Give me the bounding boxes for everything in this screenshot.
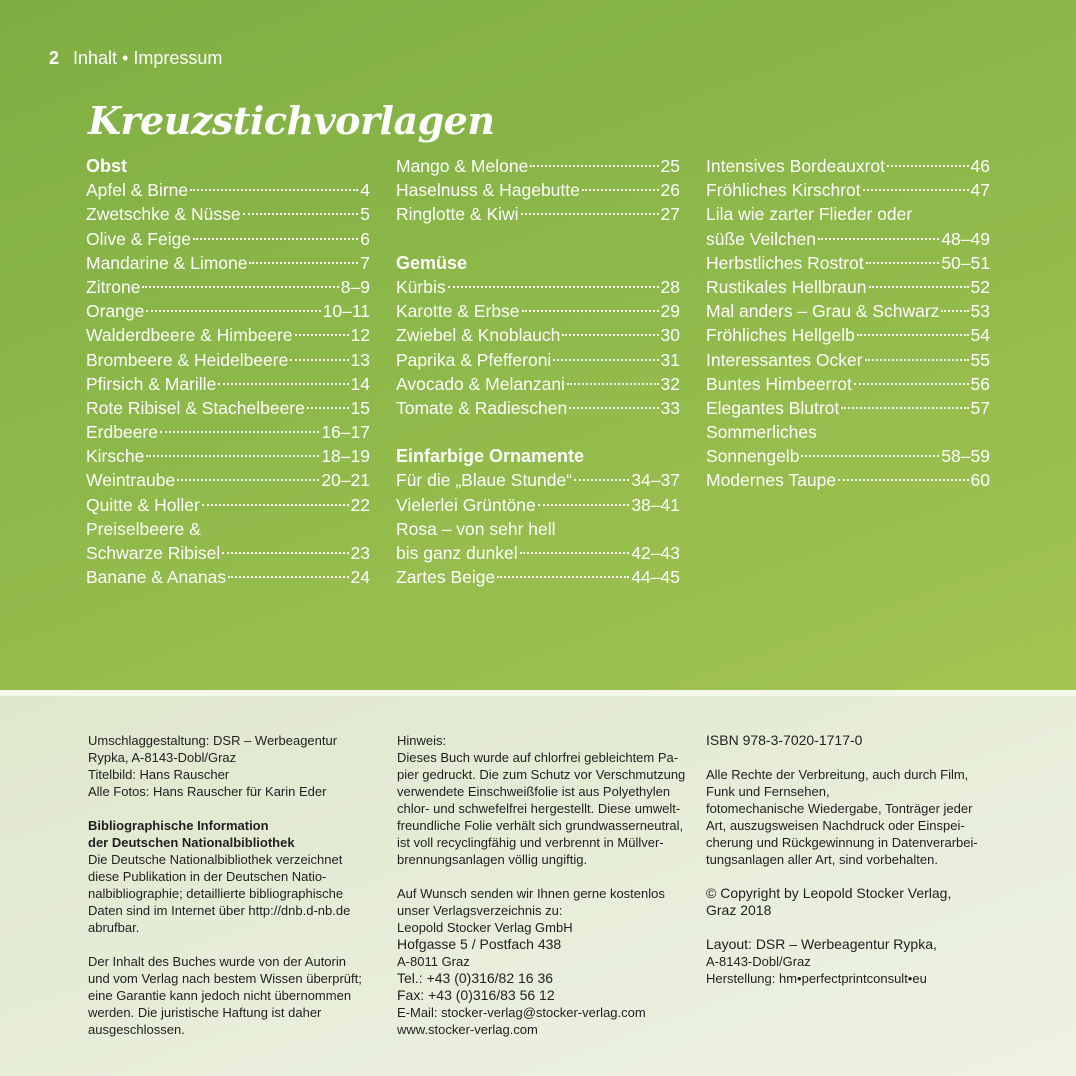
toc-entry xyxy=(396,299,680,323)
toc-entry-label: Fröhliches Hellgelb xyxy=(706,325,855,346)
imprint-line: Der Inhalt des Buches wurde von der Autorin xyxy=(88,954,346,969)
toc-entry-label: Ringlotte & Kiwi xyxy=(396,204,519,225)
dot-leader xyxy=(941,310,968,312)
toc-page-number: 46 xyxy=(970,156,990,176)
dot-leader xyxy=(160,431,319,433)
toc-entry-label: süße Veilchen xyxy=(706,228,816,249)
toc-page-number: 42–43 xyxy=(631,543,680,563)
dot-leader xyxy=(818,238,939,240)
toc-entry-label: Avocado & Melanzani xyxy=(396,373,565,394)
imprint-line: © Copyright by Leopold Stocker Verlag, xyxy=(706,885,952,901)
toc-entry-label: Zwetschke & Nüsse xyxy=(86,204,241,225)
imprint-line: verwendete Einschweißfolie ist aus Polyethylen xyxy=(397,784,671,799)
toc-page-number: 18–19 xyxy=(321,446,370,467)
toc-page-number: 55 xyxy=(970,349,990,370)
page-header xyxy=(49,48,222,69)
dot-leader xyxy=(569,407,658,409)
dot-leader xyxy=(146,310,320,312)
dot-leader xyxy=(838,479,968,481)
toc-entry xyxy=(706,348,990,372)
toc-page-number: 4 xyxy=(360,180,370,201)
dot-leader xyxy=(521,213,659,215)
dot-leader xyxy=(854,383,969,385)
toc-page-number: 57 xyxy=(970,397,990,418)
dot-leader xyxy=(218,383,348,385)
toc-entry xyxy=(396,348,680,372)
toc-page-number: 38–41 xyxy=(631,494,680,515)
toc-entry-label: Apfel & Birne xyxy=(86,180,189,201)
imprint-line: ISBN 978-3-7020-1717-0 xyxy=(706,732,863,748)
imprint-line: A-8143-Dobl/Graz xyxy=(706,954,811,969)
imprint-column-3 xyxy=(706,732,996,987)
toc-entry-label: Vielerlei Grüntöne xyxy=(396,494,536,515)
imprint-line: A-8011 Graz xyxy=(397,954,470,969)
imprint-line: Hofgasse 5 / Postfach 438 xyxy=(397,936,562,952)
imprint-panel xyxy=(0,696,1076,1076)
toc-entry-label: Buntes Himbeerrot xyxy=(706,373,852,394)
imprint-spacer xyxy=(88,800,378,817)
toc-entry-label: Olive & Feige xyxy=(86,228,192,249)
toc-entry xyxy=(706,444,990,468)
toc-entry xyxy=(86,348,370,372)
toc-entry xyxy=(706,227,990,251)
toc-entry xyxy=(396,565,680,589)
toc-page-number: 29 xyxy=(660,301,680,322)
toc-entry-label: Mango & Melone xyxy=(396,156,529,176)
toc-entry xyxy=(396,541,680,565)
imprint-heading: der Deutschen Nationalbibliothek xyxy=(88,835,295,850)
dot-leader xyxy=(801,455,939,457)
toc-entry xyxy=(86,493,370,517)
toc-entry-line: Preiselbeere & xyxy=(86,518,201,539)
toc-column-2 xyxy=(396,154,680,589)
toc-entry-line: Rosa – von sehr hell xyxy=(396,518,556,539)
toc-entry xyxy=(706,275,990,299)
toc-entry xyxy=(396,323,680,347)
toc-entry-label: Kürbis xyxy=(396,276,446,297)
toc-page-number: 23 xyxy=(350,543,370,563)
imprint-spacer xyxy=(706,749,996,766)
imprint-line: ausgeschlossen. xyxy=(88,1022,185,1037)
toc-page-number: 16–17 xyxy=(321,422,370,443)
imprint-line: www.stocker-verlag.com xyxy=(397,1022,538,1037)
toc-entry xyxy=(86,372,370,396)
toc-entry-label: Pfirsich & Marille xyxy=(86,373,217,394)
toc-page-number: 32 xyxy=(660,373,680,394)
imprint-line: nalbibliographie; detaillierte bibliographische xyxy=(88,886,344,901)
imprint-line: unser Verlagsverzeichnis zu: xyxy=(397,903,563,918)
toc-entry xyxy=(706,299,990,323)
imprint-line: Layout: DSR – Werbeagentur Rypka, xyxy=(706,936,937,952)
toc-entry-label: Rote Ribisel & Stachelbeere xyxy=(86,397,305,418)
dot-leader xyxy=(202,504,349,506)
toc-entry-label: Walderdbeere & Himbeere xyxy=(86,325,293,346)
imprint-line: Funk und Fernsehen, xyxy=(706,784,830,799)
toc-entry-label: Paprika & Pfefferoni xyxy=(396,349,552,370)
dot-leader xyxy=(222,552,348,554)
toc-page-number: 47 xyxy=(970,180,990,201)
dot-leader xyxy=(574,479,629,481)
toc-page-number: 6 xyxy=(360,228,370,249)
toc-entry xyxy=(86,227,370,251)
toc-page-number: 7 xyxy=(360,252,370,273)
toc-spacer xyxy=(396,420,680,444)
imprint-line: Titelbild: Hans Rauscher xyxy=(88,767,230,782)
dot-leader xyxy=(193,238,358,240)
toc-entry xyxy=(86,420,370,444)
toc-entry xyxy=(86,468,370,492)
imprint-line: eine Garantie kann jedoch nicht übernommen xyxy=(88,988,352,1003)
toc-entry xyxy=(706,372,990,396)
imprint-line: diese Publikation in der Deutschen Natio- xyxy=(88,869,327,884)
dot-leader xyxy=(522,310,659,312)
toc-entry-label: Fröhliches Kirschrot xyxy=(706,180,861,201)
toc-entry xyxy=(86,565,370,589)
toc-page-number: 25 xyxy=(660,156,680,176)
imprint-line: pier gedruckt. Die zum Schutz vor Verschmutzung xyxy=(397,767,686,782)
toc-entry xyxy=(396,468,680,492)
toc-entry xyxy=(86,275,370,299)
toc-page-number: 33 xyxy=(660,397,680,418)
toc-entry-label: Tomate & Radieschen xyxy=(396,397,568,418)
toc-entry xyxy=(396,372,680,396)
toc-entry-label: Karotte & Erbse xyxy=(396,301,520,322)
dot-leader xyxy=(863,189,969,191)
imprint-line: und vom Verlag nach bestem Wissen überprüft; xyxy=(88,971,362,986)
toc-entry-label: Kirsche xyxy=(86,446,145,467)
toc-entry xyxy=(706,178,990,202)
dot-leader xyxy=(448,286,659,288)
toc-section-heading: Obst xyxy=(86,156,128,176)
dot-leader xyxy=(290,359,348,361)
imprint-line: cherung und Rückgewinnung in Datenverarbei- xyxy=(706,835,978,850)
dot-leader xyxy=(865,359,969,361)
dot-leader xyxy=(857,334,969,336)
imprint-column-1 xyxy=(88,732,378,1038)
imprint-line: Herstellung: hm•perfectprintconsult•eu xyxy=(706,971,927,986)
imprint-line: ist voll recyclingfähig und verbrennt in Müllver- xyxy=(397,835,664,850)
imprint-line: brennungsanlagen völlig ungiftig. xyxy=(397,852,588,867)
toc-page-number: 60 xyxy=(970,470,990,491)
dot-leader xyxy=(190,189,358,191)
toc-entry xyxy=(86,202,370,226)
toc-entry xyxy=(706,251,990,275)
toc-page-number: 14 xyxy=(350,373,370,394)
dot-leader xyxy=(520,552,630,554)
toc-page-number: 5 xyxy=(360,204,370,225)
imprint-line: Umschlaggestaltung: DSR – Werbeagentur xyxy=(88,733,338,748)
toc-entry-label: Schwarze Ribisel xyxy=(86,543,221,563)
imprint-line: freundliche Folie verhält sich grundwasserneutral, xyxy=(397,818,684,833)
toc-entry-label: Für die „Blaue Stunde“ xyxy=(396,470,573,491)
toc-entry-label: Mandarine & Limone xyxy=(86,252,248,273)
toc-entry xyxy=(86,178,370,202)
toc-spacer xyxy=(396,227,680,251)
imprint-line: Auf Wunsch senden wir Ihnen gerne kostenlos xyxy=(397,886,665,901)
toc-page-number: 31 xyxy=(660,349,680,370)
toc-page-number: 50–51 xyxy=(941,252,990,273)
toc-entry-label: Haselnuss & Hagebutte xyxy=(396,180,580,201)
imprint-line: Dieses Buch wurde auf chlorfrei gebleichtem Pa- xyxy=(397,750,679,765)
imprint-line: Tel.: +43 (0)316/82 16 36 xyxy=(397,970,554,986)
toc-entry xyxy=(86,323,370,347)
toc-entry xyxy=(396,178,680,202)
toc-entry xyxy=(396,154,680,178)
toc-entry xyxy=(396,396,680,420)
toc-page-number: 12 xyxy=(350,325,370,346)
toc-entry-label: Zitrone xyxy=(86,276,141,297)
toc-entry-label: Interessantes Ocker xyxy=(706,349,863,370)
imprint-line: Hinweis: xyxy=(397,733,447,748)
toc-entry-line: Lila wie zarter Flieder oder xyxy=(706,204,913,225)
toc-entry-label: Zartes Beige xyxy=(396,567,496,588)
imprint-spacer xyxy=(706,919,996,936)
toc-entry xyxy=(86,541,370,565)
dot-leader xyxy=(146,455,319,457)
toc-page-number: 22 xyxy=(350,494,370,515)
toc-page-number: 13 xyxy=(350,349,370,370)
toc-page-number: 30 xyxy=(660,325,680,346)
dot-leader xyxy=(243,213,359,215)
toc-entry-label: Sonnengelb xyxy=(706,446,800,467)
toc-entry xyxy=(86,299,370,323)
toc-page-number: 53 xyxy=(970,301,990,322)
section-title: Inhalt • Impressum xyxy=(73,48,223,68)
imprint-line: Daten sind im Internet über http://dnb.d-nb.de xyxy=(88,903,351,918)
toc-entry-label: Brombeere & Heidelbeere xyxy=(86,349,289,370)
dot-leader xyxy=(142,286,338,288)
dot-leader xyxy=(567,383,659,385)
toc-entry-label: Rustikales Hellbraun xyxy=(706,276,867,297)
toc-entry-label: Mal anders – Grau & Schwarz xyxy=(706,301,940,322)
toc-entry-label: Elegantes Blutrot xyxy=(706,397,840,418)
toc-entry-line: Sommerliches xyxy=(706,422,817,443)
toc-entry xyxy=(86,251,370,275)
toc-entry-label: Herbstliches Rostrot xyxy=(706,252,864,273)
page-number: 2 xyxy=(49,48,60,68)
toc-entry xyxy=(706,396,990,420)
toc-entry xyxy=(396,202,680,226)
imprint-line: fotomechanische Wiedergabe, Tonträger jeder xyxy=(706,801,973,816)
imprint-line: Art, auszugsweisen Nachdruck oder Einspei- xyxy=(706,818,965,833)
toc-page-number: 8–9 xyxy=(340,276,370,297)
dot-leader xyxy=(887,165,969,167)
dot-leader xyxy=(497,576,629,578)
toc-entry xyxy=(86,444,370,468)
imprint-line: Graz 2018 xyxy=(706,902,772,918)
toc-entry-label: Orange xyxy=(86,301,145,322)
toc-page-number: 28 xyxy=(660,276,680,297)
toc-page-number: 34–37 xyxy=(631,470,680,491)
toc-entry-label: Intensives Bordeauxrot xyxy=(706,156,885,176)
dot-leader xyxy=(530,165,658,167)
toc-entry-label: Weintraube xyxy=(86,470,176,491)
dot-leader xyxy=(562,334,658,336)
dot-leader xyxy=(295,334,349,336)
imprint-spacer xyxy=(88,936,378,953)
toc-page-number: 54 xyxy=(970,325,990,346)
toc-page-number: 48–49 xyxy=(941,228,990,249)
imprint-line: Alle Fotos: Hans Rauscher für Karin Eder xyxy=(88,784,327,799)
toc-page-number: 44–45 xyxy=(631,567,680,588)
toc-page-number: 27 xyxy=(660,204,680,225)
imprint-line: Die Deutsche Nationalbibliothek verzeichnet xyxy=(88,852,343,867)
toc-entry-label: Banane & Ananas xyxy=(86,567,227,588)
toc-entry xyxy=(396,493,680,517)
dot-leader xyxy=(538,504,630,506)
dot-leader xyxy=(866,262,940,264)
dot-leader xyxy=(177,479,319,481)
toc-entry-label: bis ganz dunkel xyxy=(396,543,518,563)
toc-page-number: 20–21 xyxy=(321,470,370,491)
toc-page-number: 56 xyxy=(970,373,990,394)
imprint-line: Alle Rechte der Verbreitung, auch durch Film, xyxy=(706,767,969,782)
toc-entry xyxy=(706,468,990,492)
imprint-spacer xyxy=(706,868,996,885)
toc-section-heading: Gemüse xyxy=(396,252,468,273)
toc-page-number: 26 xyxy=(660,180,680,201)
imprint-line: Rypka, A-8143-Dobl/Graz xyxy=(88,750,237,765)
toc-entry-label: Quitte & Holler xyxy=(86,494,200,515)
imprint-line: chlor- und schwefelfrei hergestellt. Diese umwelt- xyxy=(397,801,681,816)
imprint-heading: Bibliographische Information xyxy=(88,818,269,833)
toc-page-number: 10–11 xyxy=(322,301,370,322)
toc-page-number: 15 xyxy=(350,397,370,418)
toc-section-heading: Einfarbige Ornamente xyxy=(396,446,585,467)
dot-leader xyxy=(582,189,659,191)
toc-entry xyxy=(706,154,990,178)
toc-entry-label: Erdbeere xyxy=(86,422,158,443)
toc-page-number: 58–59 xyxy=(941,446,990,467)
imprint-line: Fax: +43 (0)316/83 56 12 xyxy=(397,987,555,1003)
toc-entry xyxy=(706,323,990,347)
toc-entry-label: Zwiebel & Knoblauch xyxy=(396,325,561,346)
toc-entry xyxy=(86,396,370,420)
imprint-line: tungsanlagen aller Art, sind vorbehalten. xyxy=(706,852,938,867)
imprint-line: abrufbar. xyxy=(88,920,140,935)
toc-column-1 xyxy=(86,154,370,589)
dot-leader xyxy=(228,576,348,578)
dot-leader xyxy=(841,407,968,409)
imprint-line: E-Mail: stocker-verlag@stocker-verlag.com xyxy=(397,1005,646,1020)
imprint-line: werden. Die juristische Haftung ist daher xyxy=(88,1005,322,1020)
dot-leader xyxy=(249,262,358,264)
dot-leader xyxy=(307,407,349,409)
toc-column-3 xyxy=(706,154,990,493)
imprint-line: Leopold Stocker Verlag GmbH xyxy=(397,920,573,935)
imprint-spacer xyxy=(397,868,687,885)
dot-leader xyxy=(869,286,969,288)
toc-page-number: 24 xyxy=(350,567,370,588)
toc-entry xyxy=(396,275,680,299)
dot-leader xyxy=(553,359,658,361)
page-title: Kreuzstichvorlagen xyxy=(88,98,495,143)
toc-entry-label: Modernes Taupe xyxy=(706,470,837,491)
imprint-column-2 xyxy=(397,732,687,1038)
toc-page-number: 52 xyxy=(970,276,990,297)
